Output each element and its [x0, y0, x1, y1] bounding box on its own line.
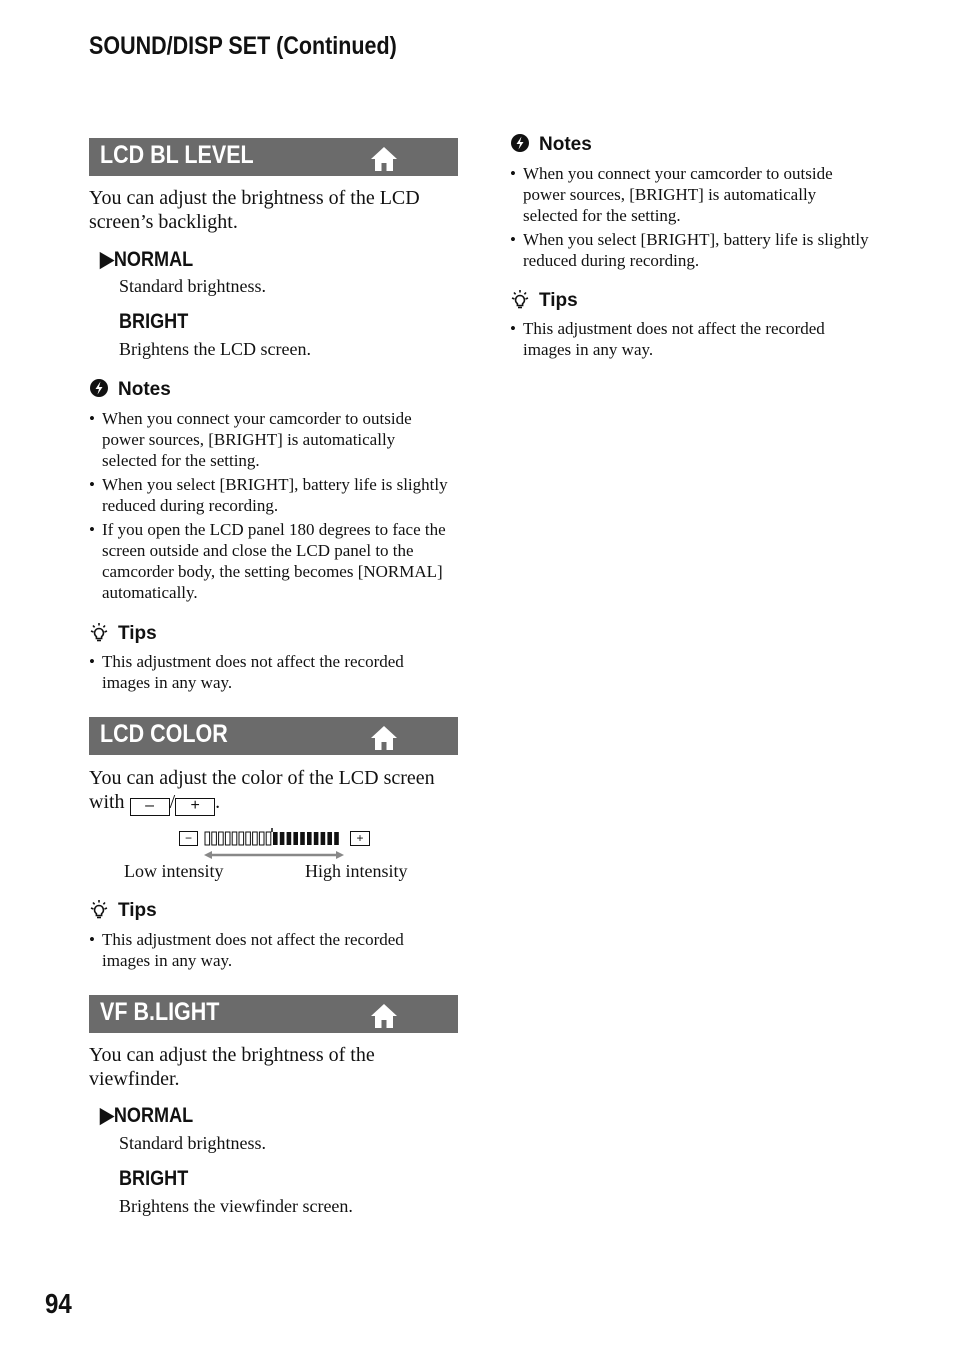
option-name: BRIGHT: [119, 1167, 189, 1190]
notes-list: [510, 163, 872, 274]
page-header-title: SOUND/DISP SET (Continued): [89, 32, 397, 60]
list-item: • When you connect your camcorder to outside power sources, [BRIGHT] is automatically selected for the setting.: [89, 408, 451, 471]
scale-segment: [327, 832, 332, 845]
list-item: • This adjustment does not affect the recorded images in any way.: [510, 318, 872, 360]
scale-segment: [321, 832, 326, 845]
section-intro: You can adjust the brightness of the LCD screen’s backlight.: [89, 187, 420, 233]
tips-heading: Tips: [89, 899, 157, 922]
home-icon: [370, 725, 398, 751]
plus-key: +: [175, 798, 215, 816]
scale-segment: [239, 832, 244, 845]
option-name: NORMAL: [113, 1104, 194, 1127]
tips-list: [89, 929, 451, 974]
scale-segment: [293, 832, 298, 845]
home-icon: [370, 1003, 398, 1029]
home-icon: [370, 146, 398, 172]
notes-list: [89, 408, 451, 606]
list-item: • This adjustment does not affect the recorded images in any way.: [89, 929, 451, 971]
scale-segment: [307, 832, 312, 845]
default-marker-icon: ▶: [100, 1104, 114, 1127]
scale-segment: [273, 832, 278, 845]
option-desc: Brightens the viewfinder screen.: [119, 1196, 353, 1216]
option-normal: [100, 247, 193, 272]
high-intensity-label: High intensity: [305, 861, 408, 881]
list-item: • When you connect your camcorder to outside power sources, [BRIGHT] is automatically selected for the setting.: [510, 163, 872, 226]
list-item: • When you select [BRIGHT], battery life is slightly reduced during recording.: [510, 229, 872, 271]
option-name: NORMAL: [113, 248, 194, 271]
scale-segment: [246, 832, 251, 845]
tips-list: [89, 651, 451, 696]
section-title: LCD BL LEVEL: [100, 141, 254, 169]
notes-heading: Notes: [89, 378, 171, 401]
low-intensity-label: Low intensity: [124, 861, 224, 881]
option-name: BRIGHT: [119, 310, 189, 333]
list-item: • When you select [BRIGHT], battery life is slightly reduced during recording.: [89, 474, 451, 516]
section-title: VF B.LIGHT: [100, 998, 220, 1026]
option-desc: Standard brightness.: [119, 1133, 266, 1153]
notes-icon: [89, 378, 109, 398]
tips-heading: Tips: [89, 622, 157, 645]
scale-minus-box: −: [179, 831, 198, 846]
list-item: • If you open the LCD panel 180 degrees to face the screen outside and close the LCD panel to the camcorder body, the setting becomes [NORMAL] automatically.: [89, 519, 451, 603]
notes-heading: Notes: [510, 133, 592, 156]
page-number: 94: [45, 1288, 72, 1319]
scale-segment: [225, 832, 230, 845]
scale-segment: [300, 832, 305, 845]
option-desc: Brightens the LCD screen.: [119, 339, 311, 359]
default-marker-icon: ▶: [100, 248, 114, 271]
scale-segment: [219, 832, 224, 845]
option-bright: [119, 1167, 188, 1191]
lightbulb-icon: [89, 622, 109, 642]
section-bar-vf-b-light: [89, 995, 458, 1033]
scale-segment: [334, 832, 339, 845]
section-intro: You can adjust the brightness of the viewfinder.: [89, 1044, 375, 1090]
option-bright: [119, 310, 188, 334]
scale-segment: [212, 832, 217, 845]
scale-plus-box: +: [350, 831, 370, 846]
minus-key: –: [130, 798, 170, 816]
scale-segment: [259, 832, 264, 845]
notes-icon: [510, 133, 530, 153]
scale-segment: [287, 832, 292, 845]
scale-segment: [205, 832, 210, 845]
section-title: LCD COLOR: [100, 720, 228, 748]
list-item: • This adjustment does not affect the recorded images in any way.: [89, 651, 451, 693]
scale-segment: [280, 832, 285, 845]
section-bar-lcd-color: [89, 717, 458, 755]
lightbulb-icon: [510, 289, 530, 309]
scale-segment: [314, 832, 319, 845]
scale-segment: [253, 832, 258, 845]
section-intro: You can adjust the color of the LCD screen with – / + .: [89, 767, 435, 814]
scale-segment: [266, 832, 271, 845]
tips-heading: Tips: [510, 289, 578, 312]
option-normal: [100, 1103, 193, 1128]
tips-list: [510, 318, 872, 363]
section-bar-lcd-bl-level: [89, 138, 458, 176]
intensity-scale: [200, 826, 350, 862]
lightbulb-icon: [89, 899, 109, 919]
scale-segment: [232, 832, 237, 845]
option-desc: Standard brightness.: [119, 276, 266, 296]
